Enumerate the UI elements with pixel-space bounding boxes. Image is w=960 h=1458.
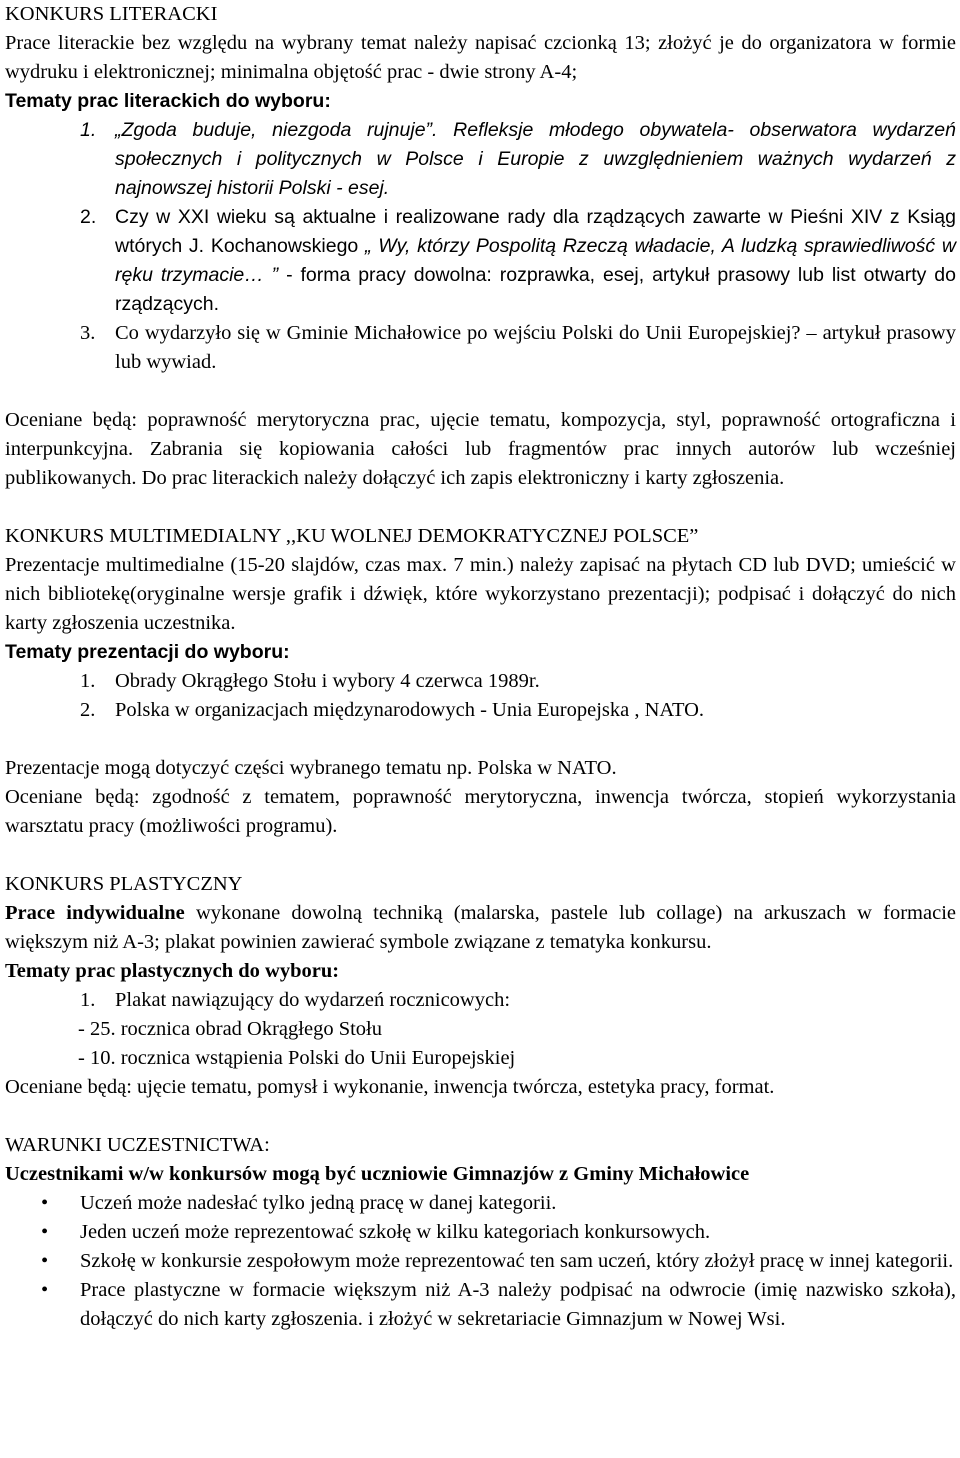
bullet-icon: • bbox=[41, 1250, 49, 1272]
multimedia-heading: KONKURS MULTIMEDIALNY ,,KU WOLNEJ DEMOKRATYCZNEJ POLSCE” bbox=[5, 525, 699, 547]
conditions-rule-2 bbox=[5, 1218, 956, 1247]
art-topics-heading: Tematy prac plastycznych do wyboru: bbox=[5, 960, 340, 982]
conditions-rule-3 bbox=[5, 1247, 956, 1276]
list-number: 1. bbox=[80, 670, 96, 692]
topic-text: Obrady Okrągłego Stołu i wybory 4 czerwca 1989r. bbox=[115, 670, 540, 692]
art-subtopic-1: - 25. rocznica obrad Okrągłego Stołu bbox=[78, 1018, 382, 1040]
topic-text: Plakat nawiązujący do wydarzeń rocznicowych: bbox=[115, 989, 511, 1011]
art-section bbox=[5, 870, 956, 1102]
multimedia-topic-2 bbox=[5, 696, 956, 725]
rule-text: Jeden uczeń może reprezentować szkołę w kilku kategoriach konkursowych. bbox=[80, 1221, 711, 1243]
literary-topics-list bbox=[5, 116, 956, 377]
rule-text: Prace plastyczne w formacie większym niż A-3 należy podpisać na odwrocie (imię nazwisko szkoła), dołączyć do nich karty zgłoszenia. i złożyć w sekretariacie Gimnazjum w Nowej Wsi. bbox=[80, 1279, 956, 1330]
literary-criteria: Oceniane będą: poprawność merytoryczna prac, ujęcie tematu, kompozycja, styl, poprawność ortograficzna i interpunkcyjna. Zabrania się kopiowania całości lub fragmentów prac innych autorów lub wcześniej publikowanych. Do prac literackich należy dołączyć ich zapis elektroniczny i karty zgłoszenia. bbox=[5, 409, 956, 489]
topic-text: Polska w organizacjach międzynarodowych - Unia Europejska , NATO. bbox=[115, 699, 705, 721]
art-criteria: Oceniane będą: ujęcie tematu, pomysł i wykonanie, inwencja twórcza, estetyka pracy, format. bbox=[5, 1076, 775, 1098]
conditions-rules-list bbox=[5, 1189, 956, 1334]
literary-intro: Prace literackie bez względu na wybrany temat należy napisać czcionką 13; złożyć je do organizatora w formie wydruku i elektronicznej; minimalna objętość prac - dwie strony A-4; bbox=[5, 32, 956, 83]
list-number: 1. bbox=[80, 989, 96, 1011]
topic-quote: „ Wy, którzy Pospolitą Rzeczą władacie, A ludzką sprawiedliwość w ręku trzymacie… ” bbox=[115, 235, 957, 286]
literary-topic-2 bbox=[5, 203, 956, 319]
conditions-rule-4 bbox=[5, 1276, 956, 1334]
topic-text: Czy w XXI wieku są aktualne i realizowane rady dla rządzących zawarte w Pieśni XIV z Ksiąg wtórych J. Kochanowskiego bbox=[115, 206, 956, 257]
conditions-heading: WARUNKI UCZESTNICTWA: bbox=[5, 1134, 270, 1156]
bullet-icon: • bbox=[41, 1221, 49, 1243]
multimedia-note: Prezentacje mogą dotyczyć części wybranego tematu np. Polska w NATO. bbox=[5, 757, 617, 779]
art-heading: KONKURS PLASTYCZNY bbox=[5, 873, 243, 895]
multimedia-topics-heading: Tematy prezentacji do wyboru: bbox=[5, 641, 290, 663]
art-intro bbox=[5, 899, 956, 957]
rule-text: Uczeń może nadesłać tylko jedną pracę w danej kategorii. bbox=[80, 1192, 557, 1214]
list-number: 1. bbox=[80, 119, 97, 141]
topic-text: Co wydarzyło się w Gminie Michałowice po wejściu Polski do Unii Europejskiej? – artykuł prasowy lub wywiad. bbox=[115, 322, 956, 373]
conditions-participants: Uczestnikami w/w konkursów mogą być uczniowie Gimnazjów z Gminy Michałowice bbox=[5, 1163, 750, 1185]
art-intro-bold: Prace indywidualne bbox=[5, 902, 185, 924]
art-topics-list bbox=[5, 986, 956, 1015]
multimedia-topic-1 bbox=[5, 667, 956, 696]
literary-topic-3 bbox=[5, 319, 956, 377]
multimedia-section bbox=[5, 522, 956, 841]
bullet-icon: • bbox=[41, 1279, 49, 1301]
art-topic-1 bbox=[5, 986, 956, 1015]
literary-topics-heading: Tematy prac literackich do wyboru: bbox=[5, 90, 331, 112]
art-subtopic-2: - 10. rocznica wstąpienia Polski do Unii Europejskiej bbox=[78, 1047, 516, 1069]
list-number: 2. bbox=[80, 206, 97, 228]
conditions-rule-1 bbox=[5, 1189, 956, 1218]
literary-topic-1 bbox=[5, 116, 956, 203]
list-number: 3. bbox=[80, 322, 96, 344]
literary-heading: KONKURS LITERACKI bbox=[5, 3, 218, 25]
topic-text-continued: - forma pracy dowolna: rozprawka, esej, artykuł prasowy lub list otwarty do rządzących. bbox=[115, 264, 957, 315]
multimedia-topics-list bbox=[5, 667, 956, 725]
topic-text: „Zgoda buduje, niezgoda rujnuje”. Refleksje młodego obywatela- obserwatora wydarzeń społecznych i politycznych w Polsce i Europie z uwzględnieniem ważnych wydarzeń z najnowszej historii Polski - esej. bbox=[115, 119, 956, 199]
list-number: 2. bbox=[80, 699, 96, 721]
literary-section bbox=[5, 0, 956, 493]
bullet-icon: • bbox=[41, 1192, 49, 1214]
multimedia-criteria: Oceniane będą: zgodność z tematem, poprawność merytoryczna, inwencja twórcza, stopień wykorzystania warsztatu pracy (możliwości programu). bbox=[5, 786, 956, 837]
conditions-section bbox=[5, 1131, 956, 1334]
art-intro-rest: wykonane dowolną techniką (malarska, pastele lub collage) na arkuszach w formacie większym niż A-3; plakat powinien zawierać symbole związane z tematyka konkursu. bbox=[5, 902, 956, 953]
rule-text: Szkołę w konkursie zespołowym może reprezentować ten sam uczeń, który złożył pracę w innej kategorii. bbox=[80, 1250, 954, 1272]
multimedia-intro: Prezentacje multimedialne (15-20 slajdów, czas max. 7 min.) należy zapisać na płytach CD lub DVD; umieścić w nich bibliotekę(oryginalne wersje grafik i dźwięk, które wykorzystano prezentacji); podpisać i dołączyć do nich karty zgłoszenia uczestnika. bbox=[5, 554, 956, 634]
